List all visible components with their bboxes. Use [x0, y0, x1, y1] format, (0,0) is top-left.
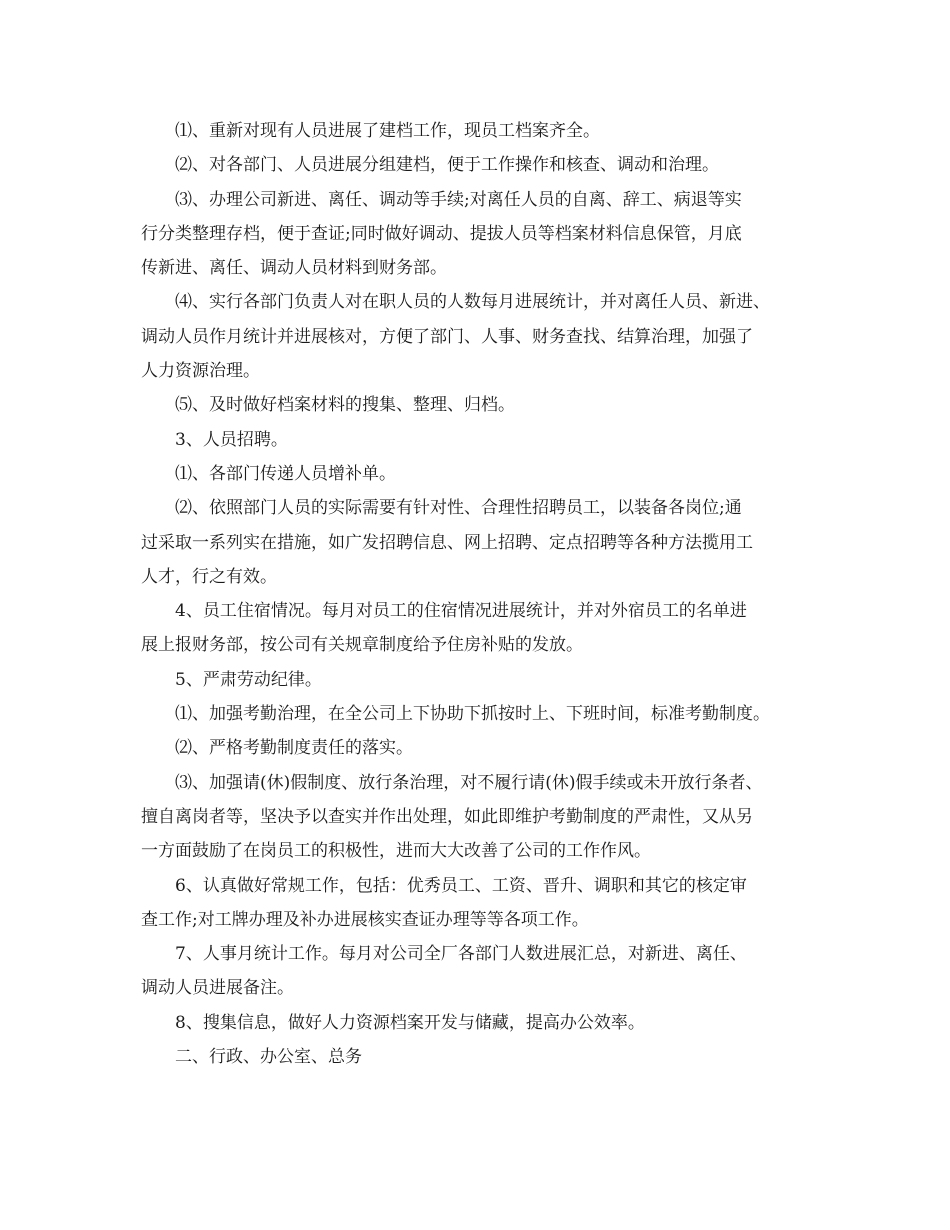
text-line: 7、人事月统计工作。每月对公司全厂各部门人数进展汇总，对新进、离任、: [175, 944, 747, 965]
paragraph: [141, 491, 831, 594]
paragraph: [141, 457, 831, 491]
text-line: ⑵、严格考勤制度责任的落实。: [175, 738, 413, 759]
text-line: 调动人员作月统计并进展核对，方便了部门、人事、财务查找、结算治理，加强了: [141, 326, 753, 347]
paragraph: [141, 594, 831, 663]
text-line: 5、严肃劳动纪律。: [175, 669, 322, 690]
text-line: ⑵、对各部门、人员进展分组建档，便于工作操作和核查、调动和治理。: [175, 155, 719, 176]
text-line: 6、认真做好常规工作，包括：优秀员工、工资、晋升、调职和其它的核定审: [175, 875, 747, 896]
text-line: ⑷、实行各部门负责人对在职人员的人数每月进展统计，并对离任人员、新进、: [175, 292, 770, 313]
paragraph: [141, 766, 831, 869]
text-line: ⑵、依照部门人员的实际需要有针对性、合理性招聘员工，以装备各岗位;通: [175, 498, 742, 519]
text-line: 人力资源治理。: [141, 361, 260, 382]
paragraph: [141, 114, 831, 148]
text-line: ⑸、及时做好档案材料的搜集、整理、归档。: [175, 395, 515, 416]
paragraph: [141, 388, 831, 422]
paragraph: [141, 1040, 831, 1074]
text-line: ⑶、办理公司新进、离任、调动等手续;对离任人员的自离、辞工、病退等实: [175, 189, 742, 210]
paragraph: [141, 285, 831, 388]
text-line: 调动人员进展备注。: [141, 978, 294, 999]
paragraph: [141, 869, 831, 938]
paragraph: [141, 697, 831, 731]
text-line: 8、搜集信息，做好人力资源档案开发与储藏，提高办公效率。: [175, 1012, 645, 1033]
text-line: 过采取一系列实在措施，如广发招聘信息、网上招聘、定点招聘等各种方法揽用工: [141, 532, 753, 553]
text-line: 展上报财务部，按公司有关规章制度给予住房补贴的发放。: [141, 635, 583, 656]
text-line: 人才，行之有效。: [141, 566, 277, 587]
paragraph: [141, 183, 831, 286]
paragraph: [141, 423, 831, 457]
text-line: 擅自离岗者等，坚决予以查实并作出处理，如此即维护考勤制度的严肃性，又从另: [141, 806, 753, 827]
text-line: 一方面鼓励了在岗员工的积极性，进而大大改善了公司的工作作风。: [141, 841, 651, 862]
text-line: 3、人员招聘。: [175, 429, 288, 450]
document-body: [141, 114, 831, 1074]
text-line: ⑴、各部门传递人员增补单。: [175, 463, 396, 484]
paragraph: [141, 148, 831, 182]
text-line: ⑶、加强请(休)假制度、放行条治理，对不履行请(休)假手续或未开放行条者、: [175, 772, 763, 793]
paragraph: [141, 1006, 831, 1040]
paragraph: [141, 663, 831, 697]
text-line: 行分类整理存档，便于查证;同时做好调动、提拔人员等档案材料信息保管，月底: [141, 223, 742, 244]
text-line: 4、员工住宿情况。每月对员工的住宿情况进展统计，并对外宿员工的名单进: [175, 601, 747, 622]
paragraph: [141, 731, 831, 765]
text-line: ⑴、重新对现有人员进展了建档工作，现员工档案齐全。: [175, 121, 600, 141]
text-line: 查工作;对工牌办理及补办进展核实查证办理等等各项工作。: [141, 909, 589, 930]
text-line: 二、行政、办公室、总务: [175, 1047, 362, 1068]
paragraph: [141, 937, 831, 1006]
text-line: ⑴、加强考勤治理，在全公司上下协助下抓按时上、下班时间，标准考勤制度。: [175, 704, 770, 725]
text-line: 传新进、离任、调动人员材料到财务部。: [141, 258, 447, 279]
